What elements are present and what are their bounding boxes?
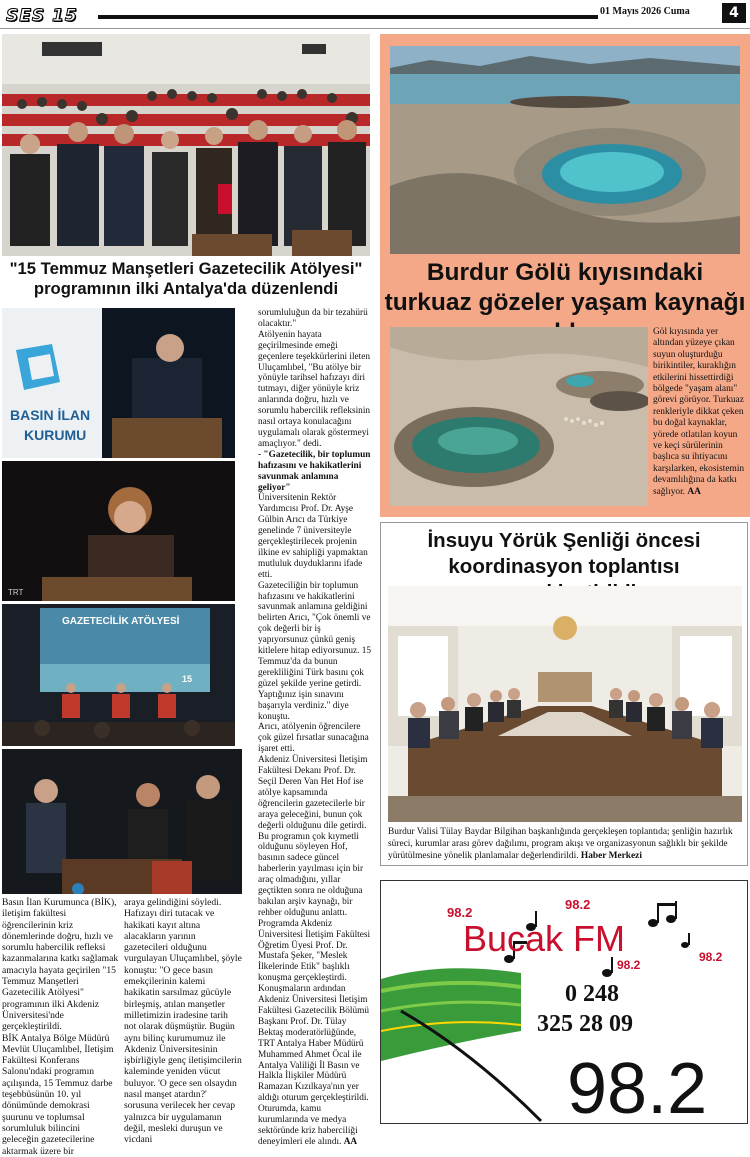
story1-column-1 <box>2 897 119 1157</box>
newspaper-logo: SES 15 <box>6 6 78 26</box>
issue-date: 01 Mayıs 2026 Cuma <box>600 6 690 17</box>
rector-speaker-photo <box>2 461 235 601</box>
screen-title: GAZETECİLİK ATÖLYESİ <box>62 616 180 627</box>
story3-headline: İnsuyu Yörük Şenliği öncesi koordinasyon toplantısı <box>427 529 701 578</box>
story1-signature: AA <box>343 1136 358 1147</box>
ad-frequency-small-3: 98.2 <box>617 958 641 972</box>
story1-headline: "15 Temmuz Manşetleri Gazetecilik Atölyesi" programının ilki Antalya'da düzenlendi <box>9 259 363 298</box>
auditorium-photo <box>2 34 370 256</box>
ad-graphic <box>381 881 747 1123</box>
ad-frequency-small: 98.2 <box>447 905 473 920</box>
ad-frequency-small-4: 98.2 <box>699 950 723 964</box>
ad-phone-line2: 325 28 09 <box>537 1011 633 1037</box>
header-rule <box>98 15 598 19</box>
meeting-room-photo <box>388 586 742 822</box>
bik-logo-line2: KURUMU <box>24 427 87 443</box>
svg-text:TRT: TRT <box>8 588 24 597</box>
story2-body <box>653 327 745 498</box>
panel-closeup-photo <box>2 749 242 894</box>
story1-col3-text-a: sorumluluğun da bir tezahürü olacaktır." Atölyenin hayata geçirilmesinde emeği geçenlere teşekkürlerini ileten Uluçamlıbel, "Bu atölye bir yönüyle tarihsel hafızayı diri tutmayı, diğer yönüyle kriz anlarında doğru, hızlı ve sorumlu habercilik refleksinin nasıl ortaya konulacağını uygulamalı olarak göstermeyi amaçlıyor." dedi. <box>258 308 371 449</box>
ad-brand: Bucak FM <box>463 918 626 959</box>
story1-col1-text: Basın İlan Kurumunca (BİK), iletişim fakültesi öğrencilerinin kriz dönemlerinde doğru, hızlı ve sorumlu habercilik refleksi kazanmalarına katkı sağlamak amacıyla hayata geçirilen "15 Temmuz Manşetleri Gazetecilik Atölyesi" programının ilki Akdeniz Üniversitesi'nde gerçekleştirildi. BİK Antalya Bölge Müdürü Mevlüt Uluçamlıbel, İletişim Fakültesi Konferans Salonu'ndaki programın açılışında, 15 Temmuz darbe teşebbüsünün 10. yıl dönümünde demokrasi şuurunu ve toplumsal sorumluluk bilincini geleceğin gazetecilerine aktarmak üzere bir <box>2 897 119 1157</box>
story1-col2-text: araya gelindiğini söyledi. Hafızayı diri tutacak ve hakikati kayıt altına alacakların yarının gazetecileri olduğunu vurgulayan Uluçamlıbel, şöyle konuştu: "O gece basın emekçilerinin kalemi hakikatin sarsılmaz gücüyle birleşmiş, atılan manşetler milletimizin iradesine tarih not olarak düşmüştür. Bugün aynı bilinç kurumumuz ile Akdeniz Üniversitesinin işbirliğiyle genç iletişimcilerin kaleminde yeniden vücut buluyor. 'O gece sen olsaydın nasıl manşet atardın?' sorusuna verilecek her cevap yalnızca bir uygulamanın değil, mesleki duruşun ve vicdani <box>124 897 242 1146</box>
screen-number: 15 <box>182 674 193 684</box>
ad-phone-line1: 0 248 <box>565 981 619 1007</box>
bik-logo-line1: BASIN İLAN <box>10 407 91 423</box>
bucak-fm-ad <box>380 880 748 1124</box>
story1-col3-text-b <box>258 493 372 1147</box>
story2-text: Göl kıyısında yer altından yüzeye çıkan suyun oluşturduğu birikintiler, kuraklığın etkilerini hissettirdiği bölgede "yaşam alanı" görevi görüyor. Turkuaz renkleriyle dikkat çeken bu doğal kaynaklar, yörede otlatılan koyun ve keçi sürülerinin başlıca su ihtiyacını karşılarken, ekosistemin devamlılığına da katkı sağlıyor. <box>653 327 745 497</box>
story3-caption <box>388 826 744 862</box>
ad-frequency-big: 98.2 <box>567 1049 708 1123</box>
story2-signature: AA <box>687 486 701 497</box>
lake-aerial-photo <box>390 46 740 254</box>
page-number: 4 <box>722 3 746 23</box>
story3-caption-text: Burdur Valisi Tülay Baydar Bilgihan başkanlığında gerçekleşen toplantıda; şenliğin hazırlık süreci, kurumlar arası görev dağılımı, program akışı ve organizasyonun sağlıklı bir şekilde yürütülmesine yönelik planlamalar değerlendirildi. <box>388 827 733 861</box>
header-divider <box>0 28 750 29</box>
lake-pool-photo <box>390 327 648 506</box>
ad-frequency-small-2: 98.2 <box>565 897 591 912</box>
story1-subhead: - "Gazetecilik, bir toplumun hafızasını ve hakikatlerini savunmak anlamına geliyor" <box>258 449 371 493</box>
story1-col3-body: Üniversitenin Rektör Yardımcısı Prof. Dr. Ayşe Gülbin Arıcı da Türkiye genelinde 7 üniversiteyle gerçekleştirilecek projenin ilkine ev sahipliği yapmaktan mutluluk duyduklarını ifade etti. Gazeteciliğin bir toplumun hafızasını ve hakikatlerini savunmak anlamına geldiğini belirten Arıcı, "Çok önemli ve çok değerli bir iş yapıyorsunuz çünkü geniş kitlelere hitap ediyorsunuz. 15 Temmuz'da da bunun gerekliliğini Türk basını çok güzel şekilde yerine getirdi. Yaptığınız işin sınavını başarıyla verdiniz." diye konuştu. Arıcı, atölyenin öğrencilere çok güzel fırsatlar sunacağına işaret etti. Akdeniz Üniversitesi İletişim Fakültesi Dekanı Prof. Dr. Seçil Deren Van Het Hof ise atölye kapsamında öğrencilerin gazetecilerle bir araya geleceğini, bunun çok değerli olduğunu dile getirdi. Bu programın çok kıymetli olduğunu söyleyen Hof, basının sadece güncel haberlerin yayılması için bir araç olmadığını, yıllar geçtikten sonra ne olduğuna bakılan arşiv kaynağı, bir rehber olduğunu anlattı. Programda Akdeniz Üniversitesi İletişim Fakültesi Öğretim Üyesi Prof. Dr. Mustafa Şeker, "Meslek İlkelerinde Etik" başlıklı konuşma gerçekleştirdi. Konuşmaların ardından Akdeniz Üniversitesi İletişim Fakültesi Gazetecilik Bölümü Başkanı Prof. Dr. Tülay Bektaş moderatörlüğünde, TRT Antalya Haber Müdürü Muhammed Ahmet Öcal ile Antalya Valiliği İl Basın ve Halkla İlişkiler Müdürü Ramazan Kızılkaya'nın yer aldığı oturum gerçekleştirildi. Oturumda, kamu kurumlarında ve medya sektöründe kriz haberciliği deneyimleri ele alındı. <box>258 493 372 1147</box>
bik-speaker-photo <box>2 308 235 458</box>
story2-headline: Burdur Gölü kıyısındaki turkuaz gözeler yaşam kaynağı <box>384 259 746 316</box>
story1-column-3 <box>258 308 372 1148</box>
story1-column-2 <box>124 897 242 1146</box>
story3-signature: Haber Merkezi <box>580 851 642 861</box>
panel-stage-photo <box>2 604 235 746</box>
